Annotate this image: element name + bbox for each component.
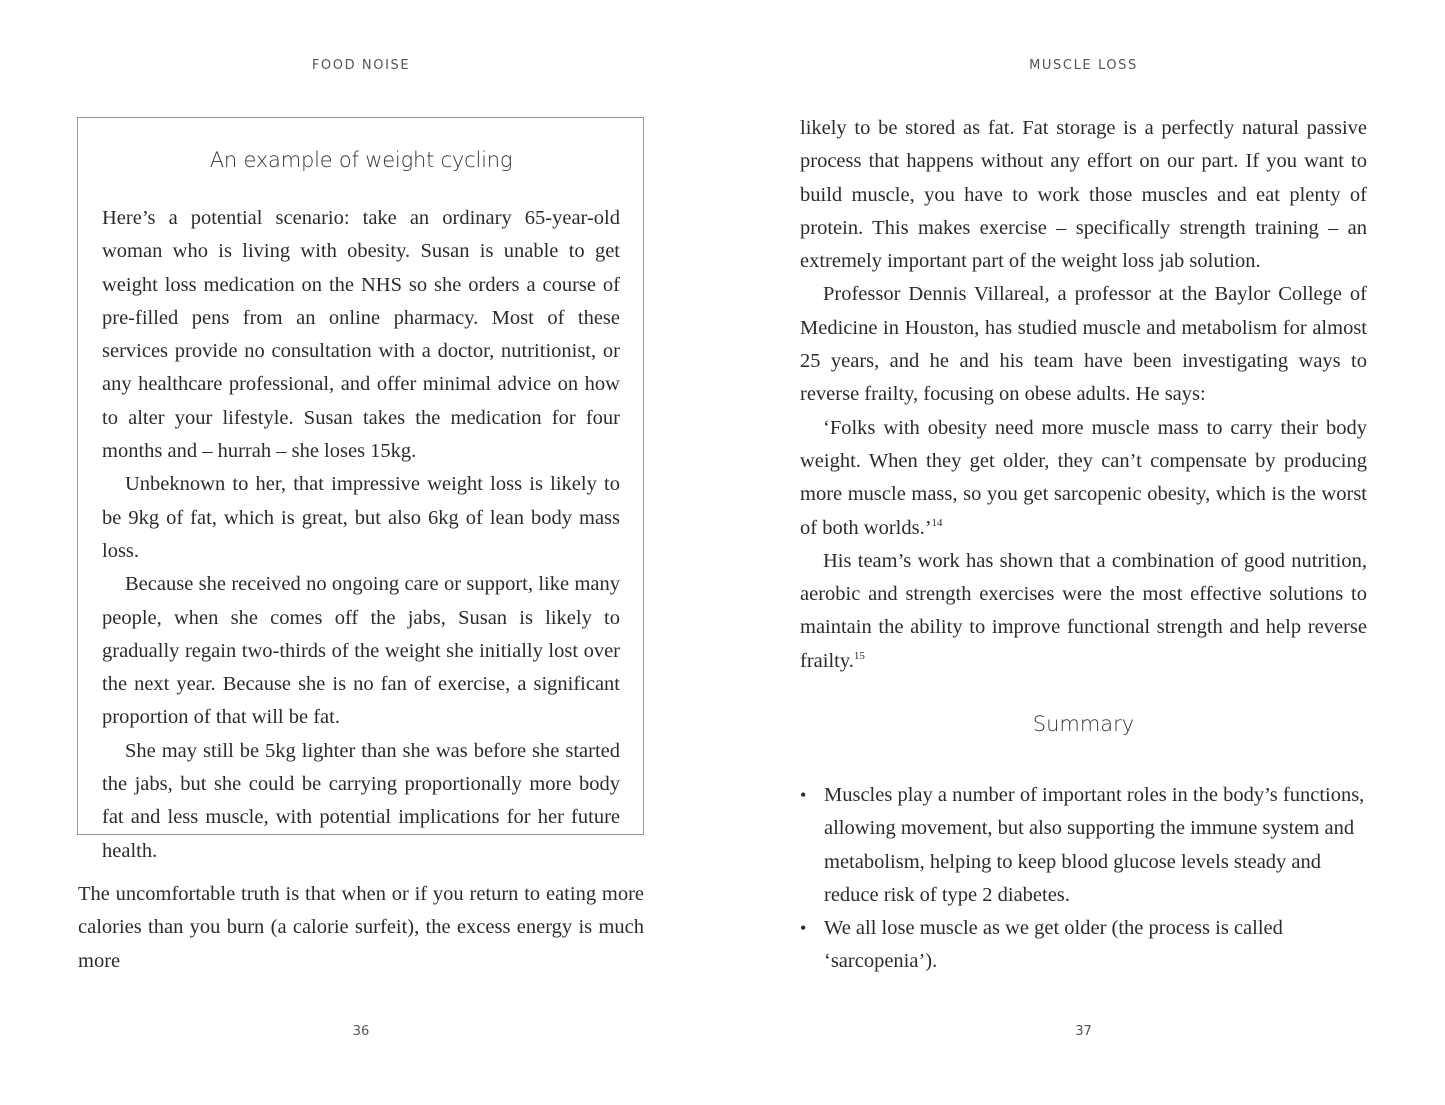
box-paragraph: Unbeknown to her, that impressive weight loss is likely to be 9kg of fat, which is great, but also 6kg of lean body mass loss.	[102, 473, 620, 562]
summary-item-text: We all lose muscle as we get older (the process is called ‘sarcopenia’).	[824, 917, 1283, 973]
footnote-ref[interactable]: 14	[931, 516, 943, 529]
body-paragraph	[800, 545, 1367, 678]
summary-item	[800, 912, 1367, 979]
quote-text: ‘Folks with obesity need more muscle mass to carry their body weight. When they get older, they can’t compensate by producing more muscle mass, so you get sarcopenic obesity, which is the worst of both worlds.’	[800, 416, 1367, 539]
box-paragraph: Because she received no ongoing care or support, like many people, when she comes off the jabs, Susan is likely to gradually regain two-thirds of the weight she initially lost over the next year. Because she is no fan of exercise, a significant proportion of that will be fat.	[102, 573, 620, 729]
summary-list	[800, 779, 1367, 979]
bullet-icon: •	[800, 918, 807, 939]
box-paragraph: She may still be 5kg lighter than she was before she started the jabs, but she could be carrying proportionally more body fat and less muscle, with potential implications for her future health.	[102, 739, 620, 862]
footnote-ref[interactable]: 15	[853, 649, 865, 662]
left-page	[0, 0, 722, 1105]
page-number-right: 37	[1075, 1024, 1092, 1039]
page-number-left: 36	[352, 1024, 370, 1039]
running-head-right: MUSCLE LOSS	[1029, 58, 1138, 73]
bullet-icon: •	[800, 785, 807, 805]
box-paragraph: Here’s a potential scenario: take an ordinary 65-year-old woman who is living with obesity. Susan is unable to get weight loss medication on the NHS so she orders a course of pre-filled pens from an online pharmacy. Most of these services provide no consultation with a doctor, nutritionist, or any healthcare professional, and offer minimal advice on how to alter your lifestyle. Susan takes the medication for four months and – hurrah – she loses 15kg.	[102, 207, 620, 463]
quote-paragraph	[800, 412, 1367, 545]
example-box	[77, 117, 644, 862]
body-paragraph: The uncomfortable truth is that when or if you return to eating more calories than you burn (a calorie surfeit), the excess energy is much more	[78, 883, 644, 972]
summary-item	[800, 779, 1367, 912]
body-paragraph: likely to be stored as fat. Fat storage is a perfectly natural passive process that happens without any effort on our part. If you want to build muscle, you have to work those muscles and eat plenty of protein. This makes exercise – specifically strength training – an extremely important part of the weight loss jab solution.	[800, 117, 1367, 273]
body-text: His team’s work has shown that a combination of good nutrition, aerobic and strength exercises were the most effective solutions to maintain the ability to improve functional strength and help reverse frailty.	[800, 549, 1367, 672]
running-head-left: FOOD NOISE	[311, 58, 411, 73]
body-paragraph: Professor Dennis Villareal, a professor at the Baylor College of Medicine in Houston, has studied muscle and metabolism for almost 25 years, and he and his team have been investigating ways to reverse frailty, focusing on obese adults. He says:	[800, 283, 1367, 406]
right-body-text	[800, 112, 1367, 678]
example-box-title: An example of weight cycling	[209, 148, 513, 172]
summary-heading: Summary	[1032, 712, 1135, 736]
right-page	[722, 0, 1445, 1105]
summary-item-text: Muscles play a number of important roles in the body’s functions, allowing movement, but also supporting the immune system and metabolism, helping to keep blood glucose levels steady and reduce risk of type 2 diabetes.	[824, 784, 1365, 906]
